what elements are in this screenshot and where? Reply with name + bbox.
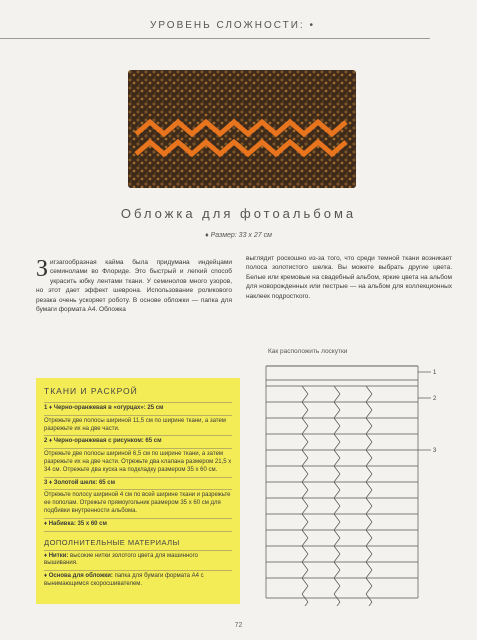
diagram-zigzag — [302, 562, 308, 570]
diagram-zigzag — [334, 578, 340, 586]
extra-heading: ДОПОЛНИТЕЛЬНЫЕ МАТЕРИАЛЫ — [44, 537, 180, 547]
diagram-zigzag — [334, 506, 340, 514]
diagram-zigzag — [366, 538, 372, 546]
diagram-label: 2 — [433, 396, 437, 402]
diagram-zigzag — [366, 394, 372, 402]
diagram-zigzag — [366, 546, 372, 554]
difficulty-mark: • — [309, 20, 315, 31]
diagram-zigzag — [302, 434, 308, 442]
diagram-zigzag — [334, 410, 340, 418]
fabric-item: ♦ Набивка: 35 х 60 см — [44, 520, 107, 527]
diagram-zigzag — [334, 394, 340, 402]
diagram-zigzag — [302, 586, 308, 594]
diagram-zigzag — [334, 450, 340, 458]
diagram-zigzag — [302, 394, 308, 402]
diagram-zigzag — [302, 402, 308, 410]
diagram-zigzag — [302, 506, 308, 514]
diagram-zigzag — [366, 562, 372, 570]
divider — [44, 448, 232, 449]
diagram-zigzag — [302, 458, 308, 466]
diagram-zigzag — [334, 466, 340, 474]
dropcap: З — [36, 256, 49, 282]
size-line: ♦ Размер: 33 х 27 см — [205, 232, 272, 239]
diagram-zigzag — [302, 386, 308, 394]
diagram-zigzag — [302, 514, 308, 522]
divider — [44, 402, 232, 403]
diagram-zigzag — [302, 418, 308, 426]
diagram-zigzag — [334, 554, 340, 562]
divider — [44, 518, 232, 519]
diagram-zigzag — [334, 562, 340, 570]
intro-right-column — [246, 254, 452, 301]
difficulty-label: УРОВЕНЬ СЛОЖНОСТИ: — [150, 20, 305, 31]
page-title: Обложка для фотоальбома — [120, 206, 357, 221]
diagram-zigzag — [334, 426, 340, 434]
diagram-zigzag — [366, 514, 372, 522]
diagram-zigzag — [334, 546, 340, 554]
diagram-zigzag — [334, 530, 340, 538]
intro-left-column — [36, 258, 232, 314]
diagram-zigzag — [366, 458, 372, 466]
diagram-zigzag — [366, 410, 372, 418]
fabric-desc: Отрежьте две полосы шириной 11,5 см по ширине ткани, а затем разрежьте их на две части. — [44, 417, 226, 432]
fabrics-panel — [36, 378, 240, 604]
album-cover-photo — [128, 70, 356, 188]
diagram-zigzag — [302, 490, 308, 498]
divider — [44, 435, 232, 436]
diagram-zigzag — [334, 386, 340, 394]
diagram-zigzag — [366, 434, 372, 442]
diagram-zigzag — [334, 538, 340, 546]
divider — [44, 570, 232, 571]
diagram-zigzag — [366, 530, 372, 538]
diagram-label: 3 — [433, 448, 437, 454]
diagram-zigzag — [302, 570, 308, 578]
diagram-zigzag — [302, 482, 308, 490]
diagram-zigzag — [302, 538, 308, 546]
fabrics-heading: ТКАНИ И РАСКРОЙ — [44, 386, 138, 396]
diagram-zigzag — [302, 602, 308, 606]
diagram-zigzag — [302, 578, 308, 586]
diagram-zigzag — [334, 482, 340, 490]
diagram-zigzag — [366, 586, 372, 594]
diagram-zigzag — [334, 458, 340, 466]
diagram-zigzag — [302, 474, 308, 482]
diagram-zigzag — [366, 554, 372, 562]
divider — [44, 489, 232, 490]
diagram-zigzag — [334, 442, 340, 450]
diagram-zigzag — [366, 522, 372, 530]
diagram-zigzag — [334, 434, 340, 442]
fabric-desc: Отрежьте полосу шириной 4 см по всей ширине ткани и разрежьте ее пополам. Отрежьте прямоугольник размером 35 х 60 см для подбивки внутренности альбома. — [44, 492, 231, 514]
fabric-item: 1 ♦ Черно-оранжевая в «огурцах»: 25 см — [44, 405, 164, 411]
diagram-zigzag — [334, 570, 340, 578]
divider — [44, 550, 232, 551]
diagram-zigzag — [334, 522, 340, 530]
divider — [44, 531, 232, 532]
diagram-zigzag — [334, 514, 340, 522]
diagram-zigzag — [366, 490, 372, 498]
diagram-zigzag — [302, 554, 308, 562]
diagram-zigzag — [366, 482, 372, 490]
diagram-zigzag — [334, 490, 340, 498]
diagram-zigzag — [366, 602, 372, 606]
diagram-zigzag — [302, 450, 308, 458]
extra-item: ♦ Основа для обложки: папка для бумаги формата А4 с вынимающимся скоросшивателем. — [44, 573, 204, 587]
diagram-zigzag — [302, 530, 308, 538]
diagram-zigzag — [366, 506, 372, 514]
diagram-zigzag — [334, 418, 340, 426]
fabric-item: 2 ♦ Черно-оранжевая с рисунком: 65 см — [44, 438, 162, 445]
diagram-zigzag — [302, 426, 308, 434]
diagram-zigzag — [302, 546, 308, 554]
diagram-zigzag — [366, 474, 372, 482]
diagram-zigzag — [302, 410, 308, 418]
size-text: Размер: 33 х 27 см — [210, 232, 272, 239]
diagram-zigzag — [334, 586, 340, 594]
diagram-zigzag — [302, 498, 308, 506]
diagram-zigzag — [334, 402, 340, 410]
diagram-zigzag — [334, 602, 340, 606]
intro-right-text: выглядит роскошно из-за того, что среди темной ткани возникает полоса золотистого шелка. Вы можете выбрать другие цвета. Белые или кремовые на свадебный альбом, яркие цвета на альбом для новорожденных или пестрые — на альбом для коллекционных наклеек подросткого. — [246, 255, 452, 300]
diagram-zigzag — [366, 466, 372, 474]
header-rule — [0, 38, 430, 39]
diagram-zigzag — [302, 442, 308, 450]
diagram-zigzag — [334, 474, 340, 482]
diagram-zigzag — [366, 442, 372, 450]
fabric-item: 3 ♦ Золотой шелк: 65 см — [44, 479, 116, 486]
diagram-zigzag — [302, 522, 308, 530]
diagram-zigzag — [366, 426, 372, 434]
diagram-zigzag — [334, 498, 340, 506]
diagram-zigzag — [366, 418, 372, 426]
diagram-zigzag — [366, 570, 372, 578]
diagram-zigzag — [366, 386, 372, 394]
divider — [44, 415, 232, 416]
difficulty-level — [150, 20, 315, 31]
diagram-zigzag — [366, 450, 372, 458]
extra-item: ♦ Нитки: высокие нитки золотого цвета для машинного вышивания. — [44, 552, 199, 567]
diagram-caption: Как расположить лоскутки — [268, 348, 348, 355]
diagram-zigzag — [366, 498, 372, 506]
diagram-zigzag — [366, 578, 372, 586]
fabric-desc: Отрежьте две полосы шириной 6,5 см по ширине ткани, а затем разрежьте их на две части. Отрежьте два клапана размером 21,5 х 34 см. Отрежьте два куска на подкладку размером 35 х 60 см. — [44, 451, 232, 473]
diagram-zigzag — [366, 402, 372, 410]
intro-left-text: игзагообразная кайма была придумана индейцами семинолами во Флориде. Это быстрый и легкий способ украсить юбку лентами ткани. У семинолов много узоров, но этот дает эффект шеврона. Использование роликового резака очень ускоряет роботу. В основе обложки — папка для бумаги формата А4. Обложка — [36, 259, 232, 314]
layout-diagram — [262, 358, 444, 606]
page-number: 72 — [234, 622, 243, 629]
divider — [44, 477, 232, 478]
diagram-zigzag — [302, 466, 308, 474]
diagram-label: 1 — [433, 370, 437, 376]
